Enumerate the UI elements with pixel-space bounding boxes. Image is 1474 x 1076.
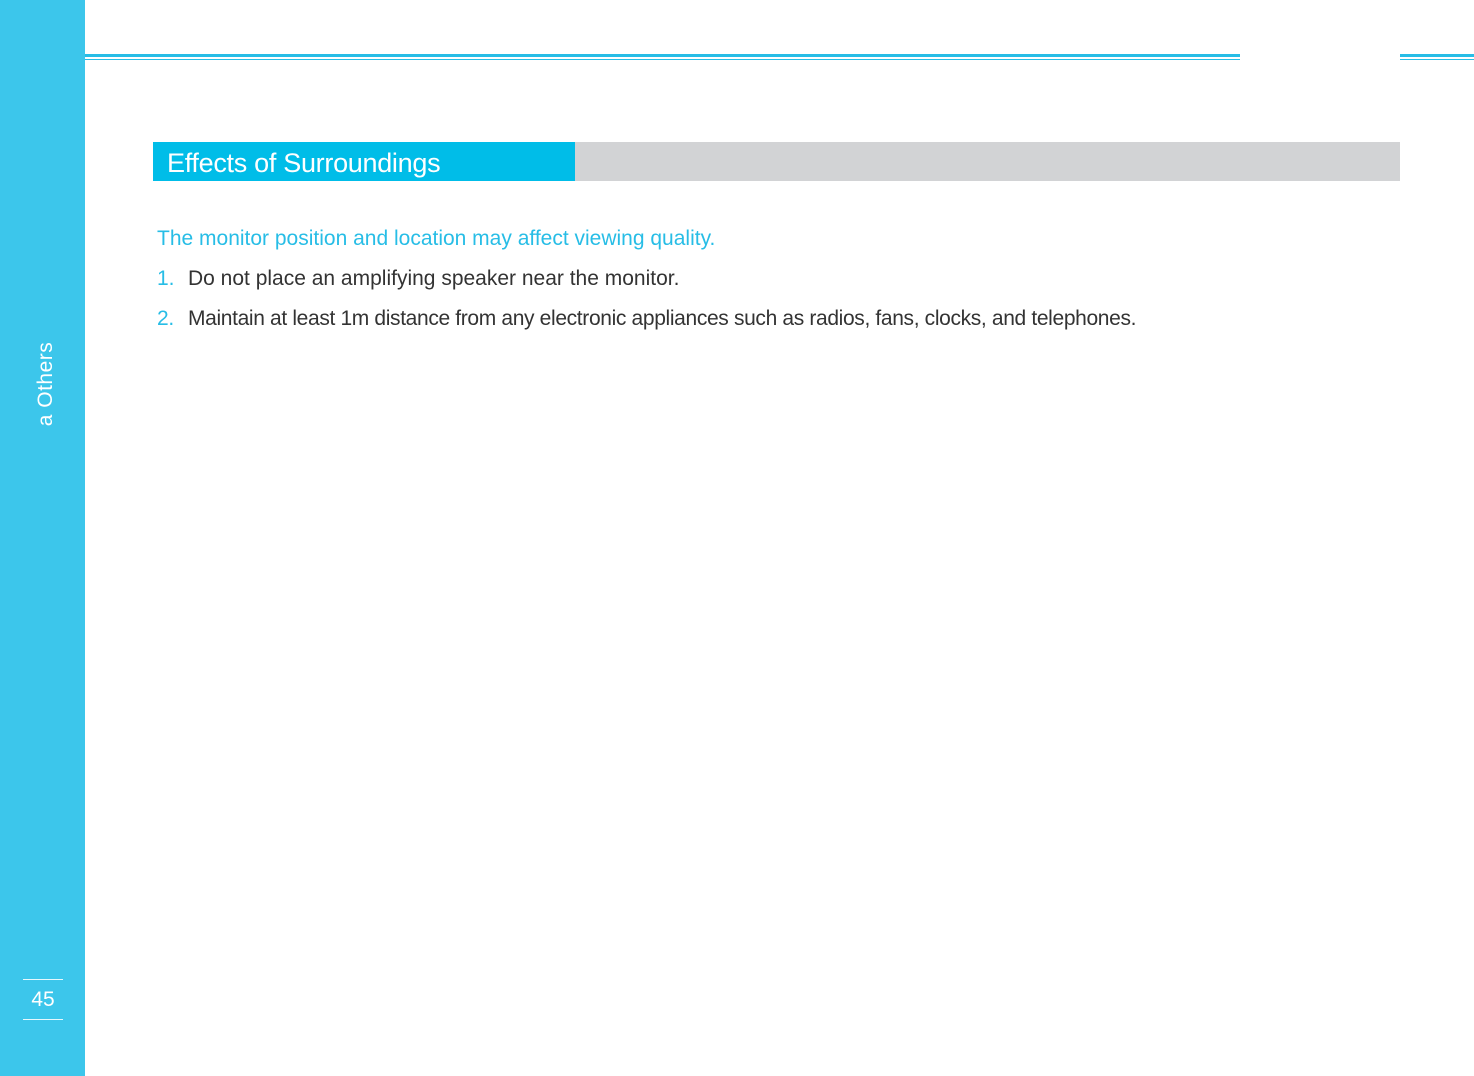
list-item-text: Maintain at least 1m distance from any electronic appliances such as radios, fans, clocks, and telephones. — [188, 307, 1137, 330]
page-number-top-rule — [23, 979, 63, 980]
list-item-number: 2. — [157, 307, 174, 330]
header-rule-left-thin — [85, 59, 1240, 60]
sidebar — [0, 0, 85, 1076]
list-item — [157, 266, 679, 292]
page-number-bottom-rule — [23, 1019, 63, 1020]
header-rule-left — [85, 54, 1240, 57]
list-item — [157, 306, 1136, 332]
list-item-text: Do not place an amplifying speaker near the monitor. — [188, 267, 680, 290]
list-item-number: 1. — [157, 267, 175, 290]
intro-text: The monitor position and location may affect viewing quality. — [157, 227, 716, 250]
section-label: a Others — [34, 341, 57, 427]
header-rule-right-thin — [1400, 59, 1474, 60]
section-title: Effects of Surroundings — [167, 148, 441, 178]
section-heading-bar — [153, 142, 1400, 181]
section-title-box — [153, 142, 575, 181]
header-rule-right — [1400, 54, 1474, 57]
page-number: 45 — [31, 988, 55, 1011]
